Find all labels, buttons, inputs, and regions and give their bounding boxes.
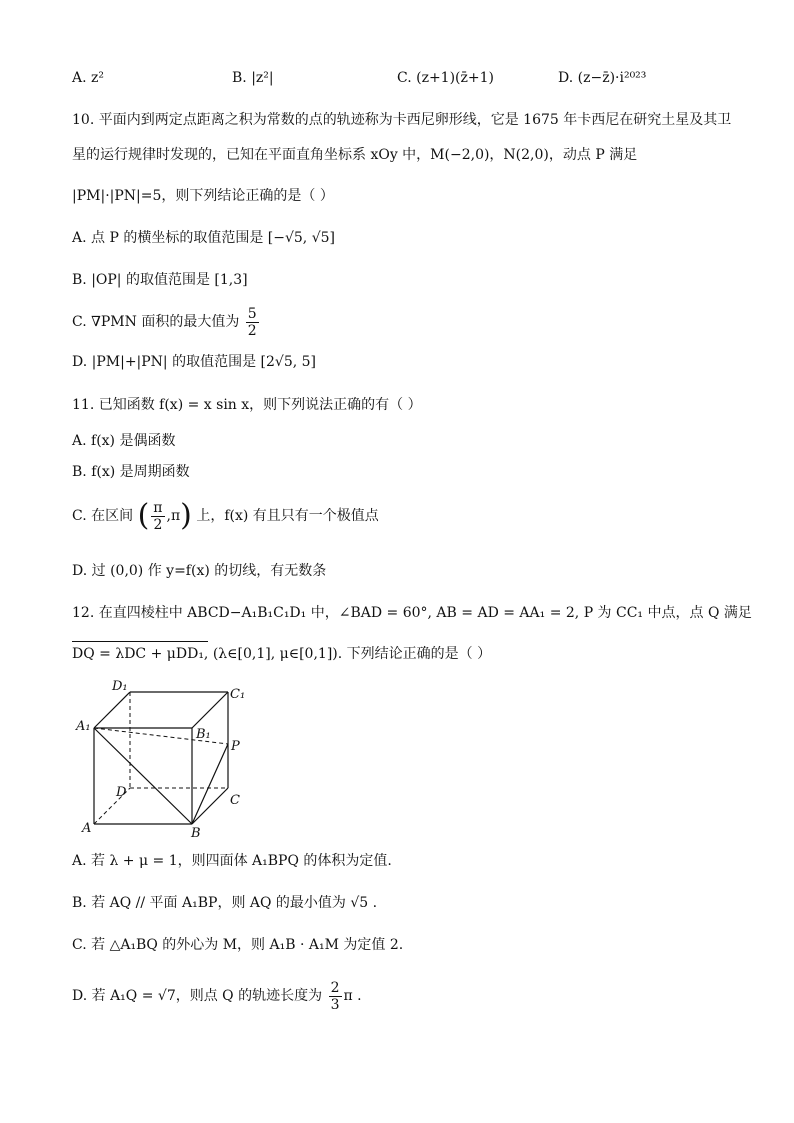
q12-stem-conditions: (λ∈[0,1], μ∈[0,1]). 下列结论正确的是（ ） [212, 646, 492, 662]
label-d1: D₁ [112, 679, 128, 694]
edge-a1-d1 [94, 692, 130, 728]
vector-expression: DQ = λDC + μDD₁, [72, 646, 209, 662]
q12-option-d [72, 976, 362, 1016]
edge-c1-b1 [192, 692, 228, 728]
q11-option-c [72, 496, 379, 536]
fraction-denominator: 2 [247, 322, 257, 339]
q12-stem-line1: 12. 在直四棱柱中 ABCD−A₁B₁C₁D₁ 中，∠BAD = 60°, AB = AD = AA₁ = 2, P 为 CC₁ 中点，点 Q 满足 [72, 605, 752, 621]
interval-end: ,π [166, 508, 181, 524]
q9-option-b: B. |z²| [232, 70, 274, 86]
fraction-numerator: 2 [330, 979, 340, 996]
q10-option-c-text: C. ∇PMN 面积的最大值为 [72, 314, 240, 330]
q9-options-row [72, 70, 732, 92]
label-c: C [230, 793, 240, 808]
q11-option-c-text: C. 在区间 [72, 508, 134, 524]
prism-diagram [72, 676, 252, 838]
q11-option-a: A. f(x) 是偶函数 [72, 433, 176, 449]
q10-option-b: B. |OP| 的取值范围是 [1,3] [72, 272, 248, 288]
q10-option-c-fraction [246, 306, 259, 339]
label-p: P [231, 739, 240, 754]
q11-option-b: B. f(x) 是周期函数 [72, 464, 190, 480]
segment-b-p [192, 744, 228, 824]
q12-option-d-text: D. 若 A₁Q = √7，则点 Q 的轨迹长度为 [72, 988, 323, 1004]
q11-option-d: D. 过 (0,0) 作 y=f(x) 的切线，有无数条 [72, 563, 327, 579]
label-a: A [82, 821, 92, 836]
q12-option-c: C. 若 △A₁BQ 的外心为 M，则 A₁B · A₁M 为定值 2. [72, 937, 404, 953]
q11-option-c-fraction [151, 500, 164, 533]
segment-a1-b [94, 728, 192, 824]
q11-option-c-rest: 上，f(x) 有且只有一个极值点 [196, 508, 379, 524]
q12-stem-line2 [72, 644, 491, 664]
q10-option-a: A. 点 P 的横坐标的取值范围是 [−√5, √5] [72, 230, 335, 246]
right-paren: ) [180, 498, 192, 533]
q11-stem: 11. 已知函数 f(x) = x sin x，则下列说法正确的有（ ） [72, 397, 422, 413]
edge-b-c [192, 788, 228, 824]
q9-option-c: C. (z+1)(z̄+1) [397, 70, 494, 86]
fraction-numerator: 5 [247, 305, 257, 322]
label-a1: A₁ [76, 719, 91, 734]
label-c1: C₁ [230, 687, 246, 702]
q10-stem-line2: 星的运行规律时发现的，已知在平面直角坐标系 xOy 中，M(−2,0)，N(2,0)，动点 P 满足 [72, 147, 638, 163]
q12-option-d-fraction [329, 980, 342, 1013]
label-b: B [191, 826, 201, 838]
q9-option-d: D. (z−z̄)·i²⁰²³ [558, 70, 647, 86]
label-d: D [116, 785, 127, 800]
fraction-numerator: π [153, 499, 163, 516]
q10-option-d: D. |PM|+|PN| 的取值范围是 [2√5, 5] [72, 354, 317, 370]
q10-stem-line1: 10. 平面内到两定点距离之积为常数的点的轨迹称为卡西尼卵形线，它是 1675 年卡西尼在研究土星及其卫 [72, 112, 732, 128]
q10-option-c [72, 304, 261, 340]
q10-stem-line3: |PM|·|PN|=5，则下列结论正确的是（ ） [72, 188, 334, 204]
q12-option-d-end: π . [343, 988, 362, 1004]
q12-option-a: A. 若 λ + μ = 1，则四面体 A₁BPQ 的体积为定值. [72, 853, 392, 869]
q9-option-a: A. z² [72, 70, 104, 86]
prism-figure [72, 676, 252, 842]
fraction-denominator: 3 [330, 996, 340, 1013]
label-b1: B₁ [196, 727, 211, 742]
left-paren: ( [137, 498, 150, 533]
q12-option-b: B. 若 AQ // 平面 A₁BP，则 AQ 的最小值为 √5 . [72, 895, 378, 911]
fraction-denominator: 2 [153, 516, 163, 533]
